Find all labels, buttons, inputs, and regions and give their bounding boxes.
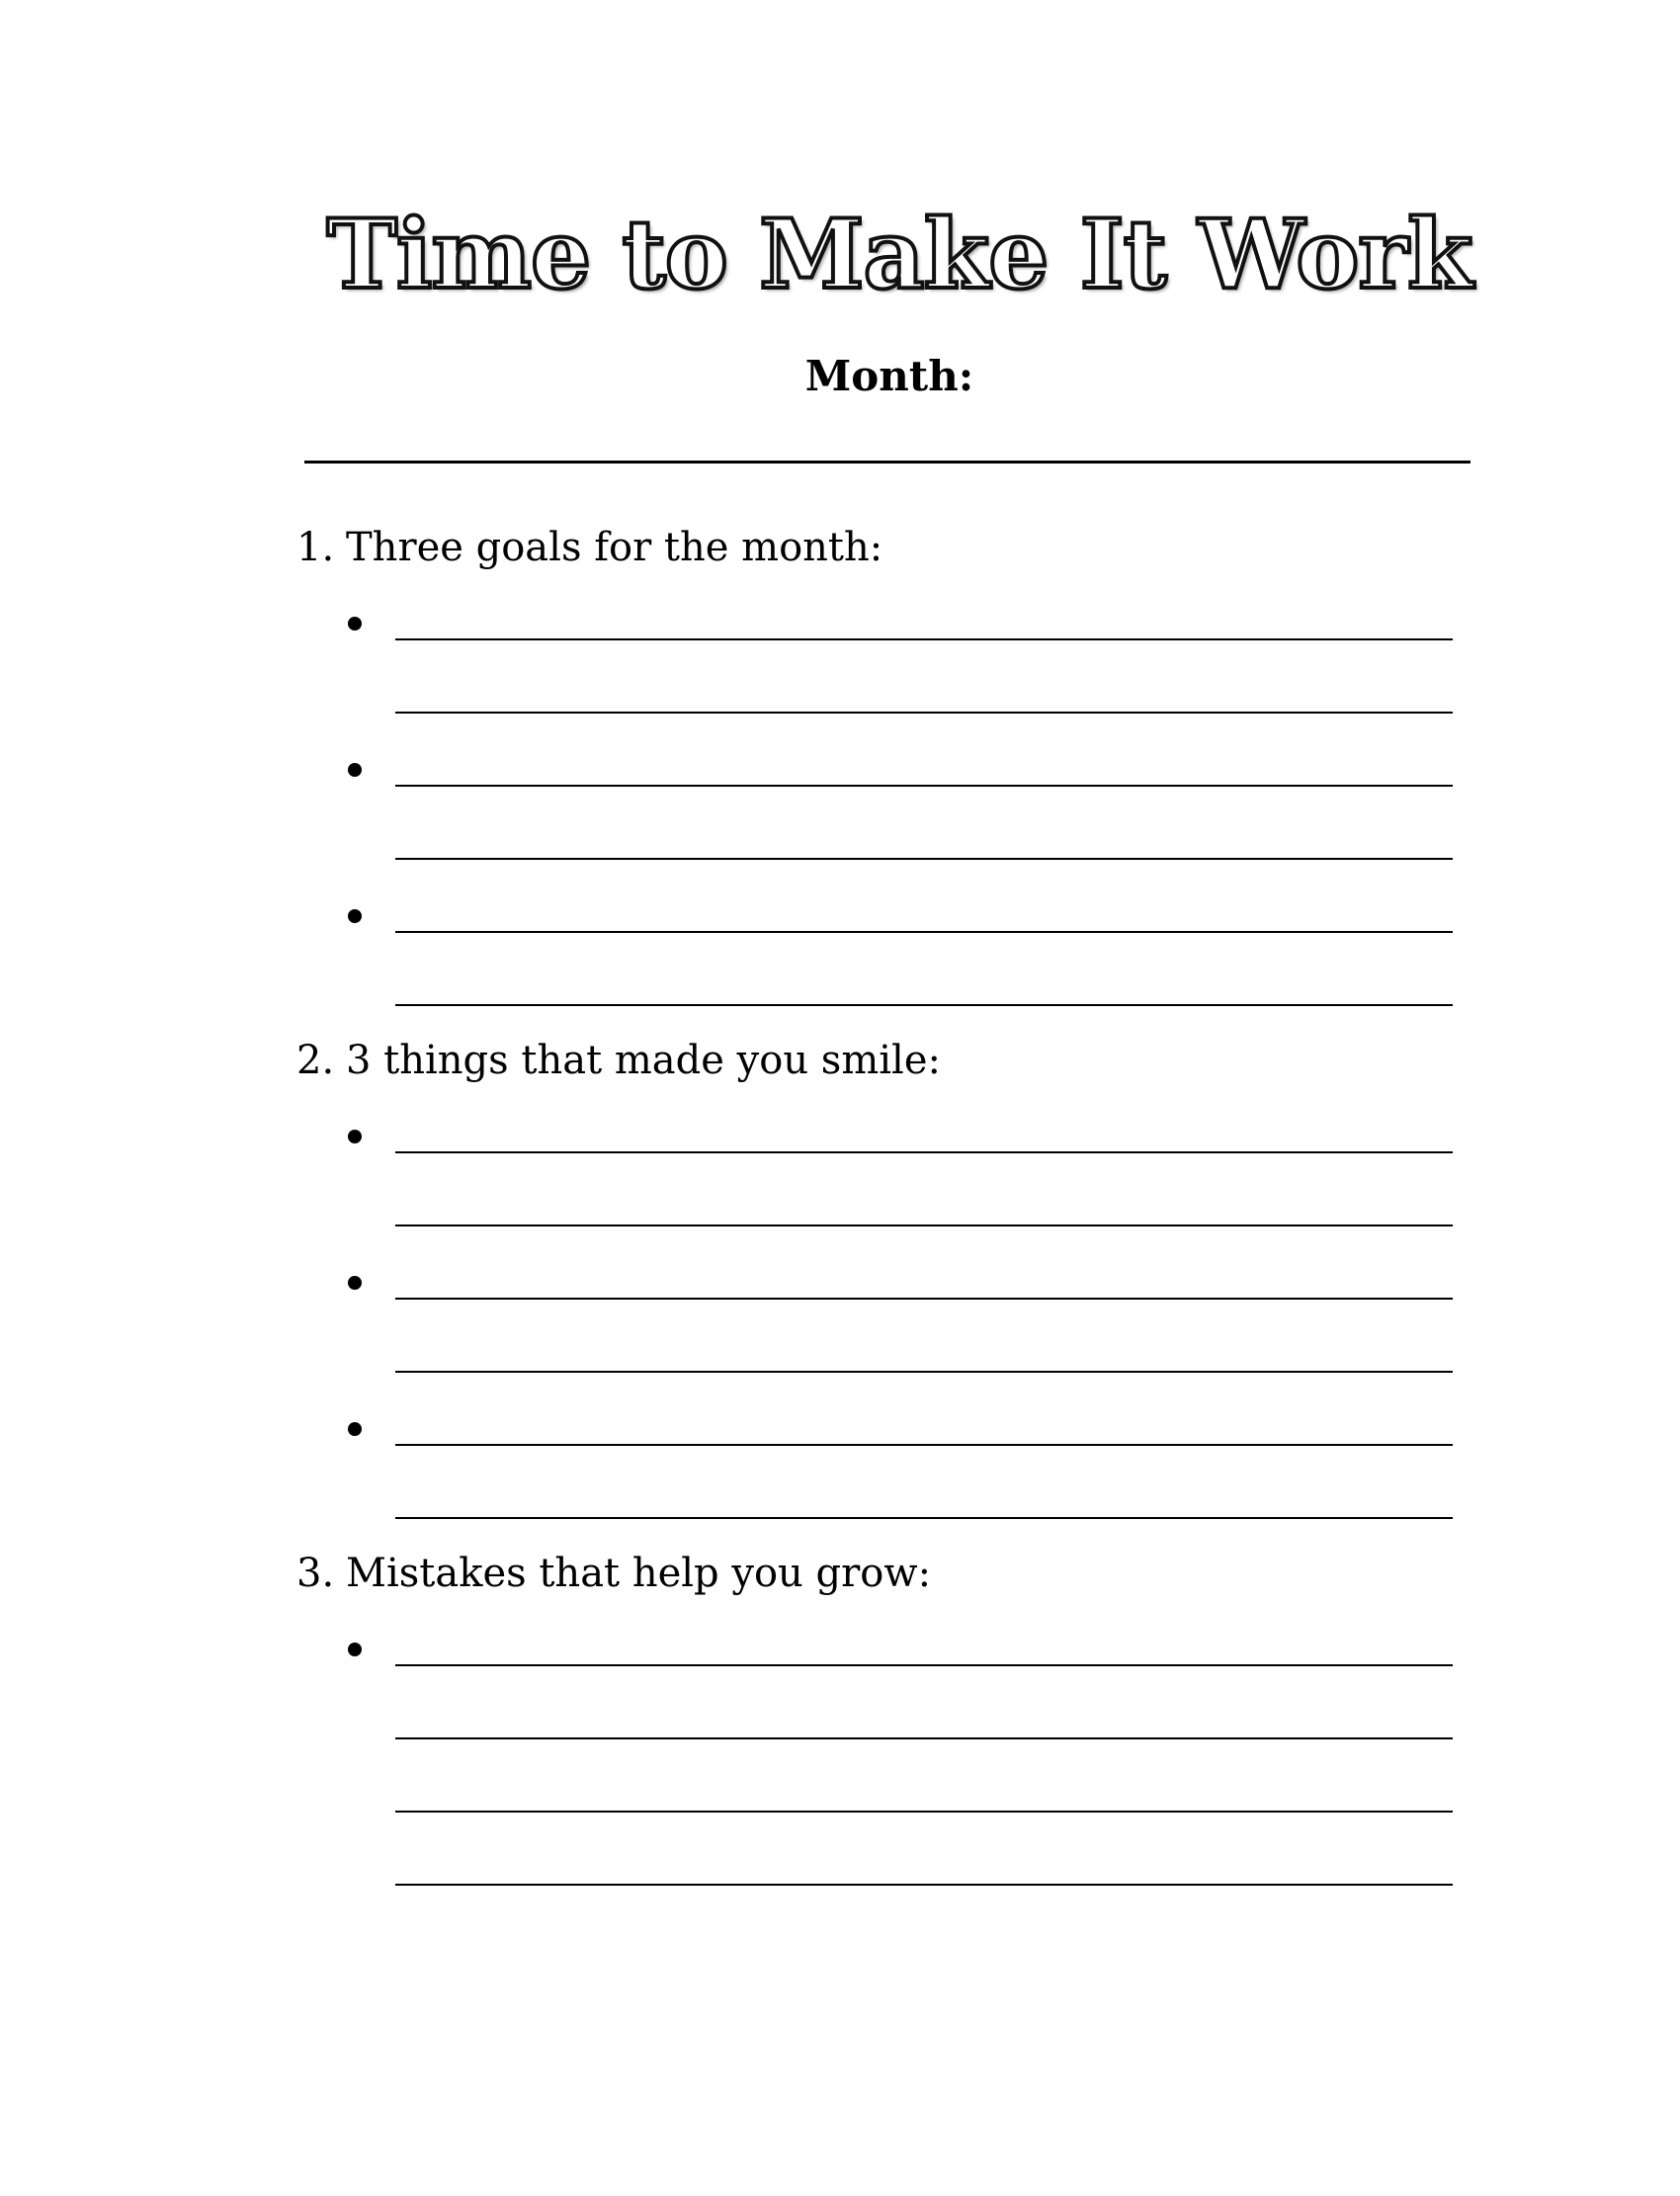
write-line [395, 1517, 1453, 1519]
write-line [395, 1225, 1453, 1226]
bullet-icon [348, 1643, 362, 1656]
write-line [395, 1884, 1453, 1886]
section-1-number: 1. [296, 525, 335, 570]
worksheet-title: Time to Make It Work [326, 199, 1472, 310]
section-1-heading [296, 525, 883, 570]
section-2-title: 3 things that made you smile: [346, 1038, 941, 1083]
write-line [395, 1371, 1453, 1373]
write-line [395, 712, 1453, 714]
write-line [395, 1151, 1453, 1153]
month-label: Month: [804, 352, 974, 400]
write-line [395, 638, 1453, 640]
write-line [395, 1298, 1453, 1300]
write-line [395, 1811, 1453, 1813]
write-line [395, 1444, 1453, 1446]
month-write-line [304, 461, 1470, 464]
write-line [395, 931, 1453, 933]
section-2-number: 2. [296, 1038, 335, 1083]
section-2-heading [296, 1038, 941, 1083]
bullet-icon [348, 617, 362, 631]
section-3-title: Mistakes that help you grow: [346, 1551, 932, 1596]
bullet-icon [348, 1130, 362, 1143]
section-1-title: Three goals for the month: [346, 525, 883, 570]
write-line [395, 1664, 1453, 1666]
section-3-heading [296, 1551, 932, 1596]
write-line [395, 785, 1453, 787]
section-3-number: 3. [296, 1551, 335, 1596]
bullet-icon [348, 1276, 362, 1290]
write-line [395, 1004, 1453, 1006]
write-line [395, 1737, 1453, 1739]
bullet-icon [348, 763, 362, 777]
write-line [395, 858, 1453, 860]
bullet-icon [348, 909, 362, 923]
bullet-icon [348, 1422, 362, 1436]
